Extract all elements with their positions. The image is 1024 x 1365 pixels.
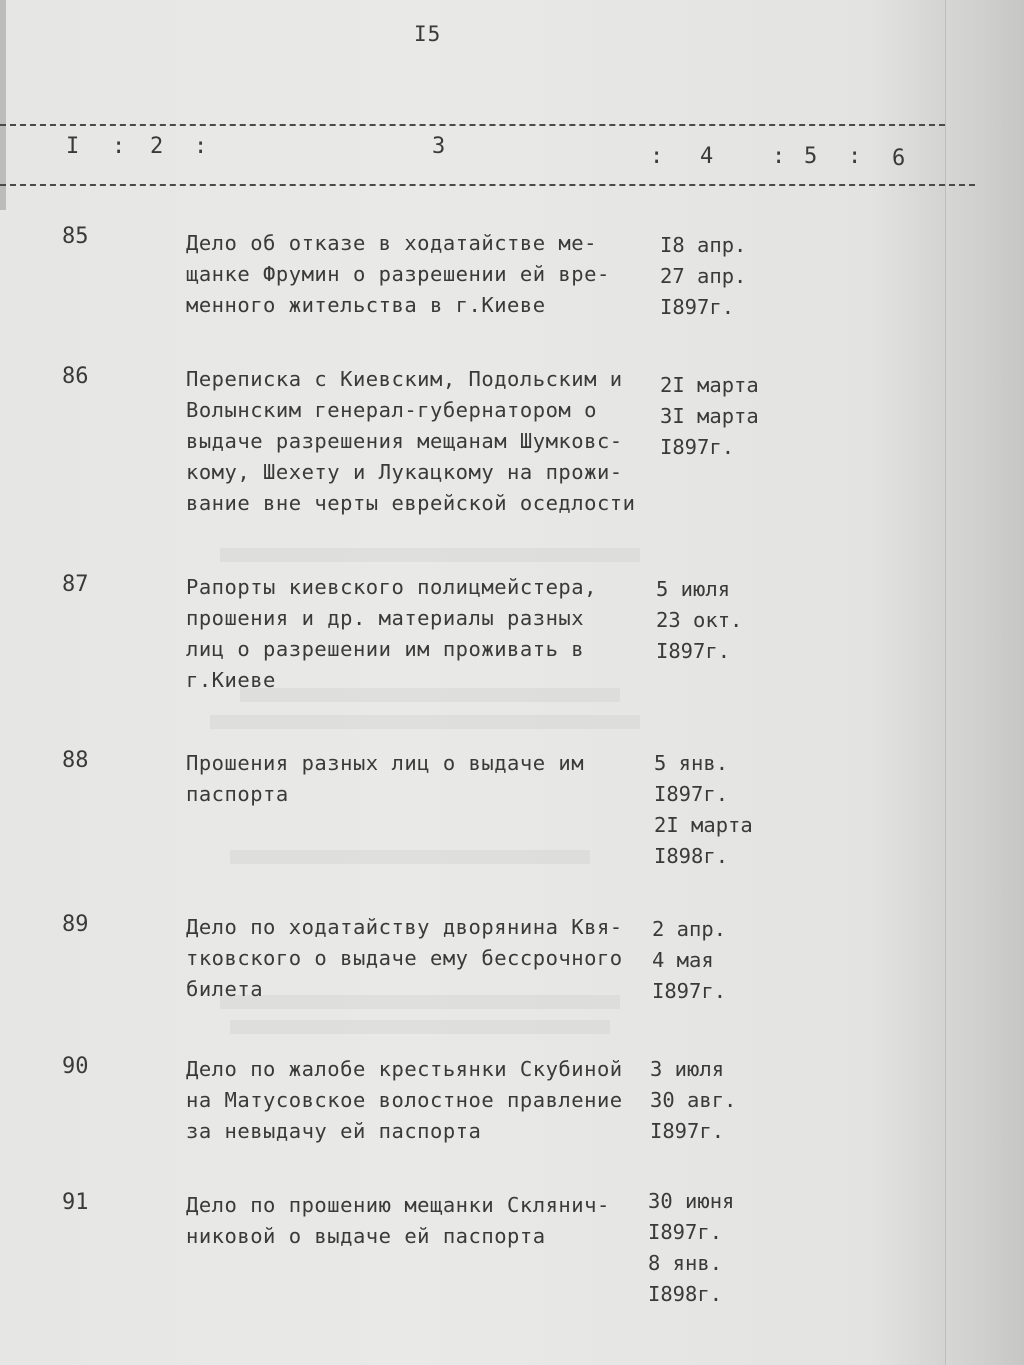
column-header-3: 3: [432, 134, 446, 159]
column-header-2: 2: [150, 134, 164, 159]
entry-dates: 3 июля 30 авг. I897г.: [650, 1057, 737, 1143]
page-number: I5: [414, 22, 442, 46]
entry-description: Дело по прошению мещанки Склянич- никовой о выдаче ей паспорта: [186, 1193, 610, 1248]
entry-number: 87: [62, 572, 89, 597]
entry-description: Дело по жалобе крестьянки Скубиной на Матусовское волостное правление за невыдачу ей паспорта: [186, 1057, 623, 1143]
column-header-4: 4: [700, 144, 714, 169]
column-header-6: 6: [892, 146, 906, 171]
column-separator: :: [848, 144, 862, 169]
entry-number: 86: [62, 364, 89, 389]
column-header-5: 5: [804, 144, 818, 169]
column-separator: :: [194, 134, 208, 159]
entry-number: 89: [62, 912, 89, 937]
entry-dates: 30 июня I897г. 8 янв. I898г.: [648, 1189, 735, 1306]
entry-dates: I8 апр. 27 апр. I897г.: [660, 233, 747, 319]
entry-number: 85: [62, 224, 89, 249]
entry-number: 88: [62, 748, 89, 773]
column-separator: :: [772, 144, 786, 169]
entry-dates: 5 июля 23 окт. I897г.: [656, 577, 743, 663]
column-separator: :: [112, 134, 126, 159]
entry-description: Прошения разных лиц о выдаче им паспорта: [186, 751, 585, 806]
entry-dates: 5 янв. I897г. 2I марта I898г.: [654, 751, 753, 868]
entry-description: Дело по ходатайству дворянина Квя- тковского о выдаче ему бессрочного билета: [186, 915, 623, 1001]
entry-description: Дело об отказе в ходатайстве ме- щанке Фрумин о разрешении ей вре- менного жительства в г.Киеве: [186, 231, 610, 317]
entry-number: 91: [62, 1190, 89, 1215]
column-separator: :: [650, 144, 664, 169]
entry-dates: 2 апр. 4 мая I897г.: [652, 917, 727, 1003]
entry-number: 90: [62, 1054, 89, 1079]
entry-dates: 2I марта 3I марта I897г.: [660, 373, 759, 459]
entry-description: Переписка с Киевским, Подольским и Волынским генерал-губернатором о выдаче разрешения мещанам Шумковс- кому, Шехету и Лукацкому на прожи- вание вне черты еврейской оседлости: [186, 367, 636, 515]
entry-description: Рапорты киевского полицмейстера, прошения и др. материалы разных лиц о разрешении им проживать в г.Киеве: [186, 575, 597, 692]
column-header-1: I: [66, 134, 80, 159]
